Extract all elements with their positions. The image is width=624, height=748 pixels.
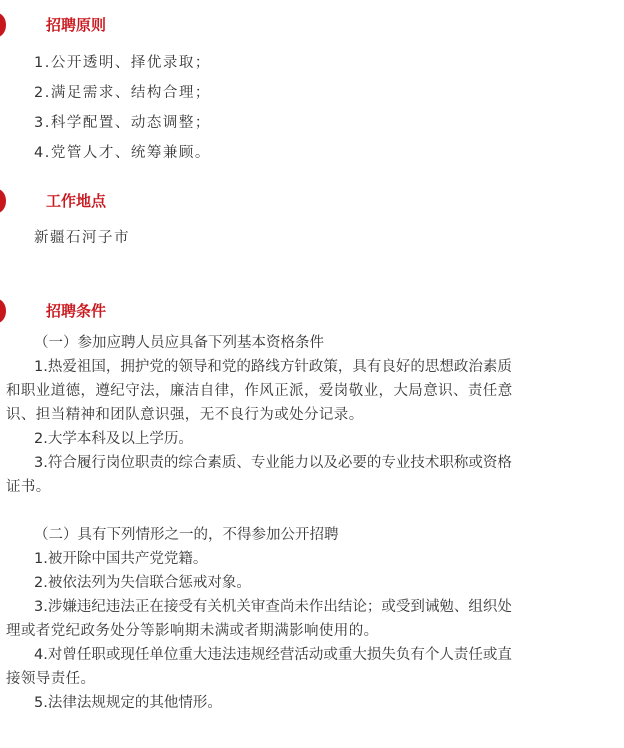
list-item: 2.满足需求、结构合理；: [34, 85, 211, 101]
paragraph-line: 2.大学本科及以上学历。: [34, 431, 193, 447]
paragraph-line: 5.法律法规规定的其他情形。: [34, 695, 222, 711]
section-title: 招聘原则: [46, 16, 107, 34]
section-header-principles: [0, 10, 624, 40]
paragraph-line: 接领导责任。: [6, 671, 96, 687]
section-header-conditions: [0, 296, 624, 326]
paragraph-line: 1.热爱祖国，拥护党的领导和党的路线方针政策，具有良好的思想政治素质: [34, 359, 512, 375]
subheading: （一）参加应聘人员应具备下列基本资格条件: [34, 335, 324, 351]
subheading: （二）具有下列情形之一的，不得参加公开招聘: [34, 527, 339, 543]
paragraph-line: 和职业道德，遵纪守法，廉洁自律，作风正派，爱岗敬业，大局意识、责任意: [6, 383, 513, 399]
paragraph-line: 证书。: [6, 479, 51, 495]
list-item: 1.公开透明、择优录取；: [34, 55, 211, 71]
section-title: 招聘条件: [46, 302, 107, 320]
paragraph-line: 识、担当精神和团队意识强，无不良行为或处分记录。: [6, 407, 364, 423]
paragraph-line: 1.被开除中国共产党党籍。: [34, 551, 208, 567]
section-header-location: [0, 186, 624, 216]
paragraph-line: 4.对曾任职或现任单位重大违法违规经营活动或重大损失负有个人责任或直: [34, 647, 512, 663]
location-text: 新疆石河子市: [34, 230, 130, 246]
list-item: 3.科学配置、动态调整；: [34, 115, 211, 131]
paragraph-line: 3.涉嫌违纪违法正在接受有关机关审查尚未作出结论；或受到诫勉、组织处: [34, 599, 512, 615]
red-bullet-marker: [0, 13, 6, 37]
paragraph-line: 理或者党纪政务处分等影响期未满或者期满影响使用的。: [6, 623, 379, 639]
paragraph-line: 3.符合履行岗位职责的综合素质、专业能力以及必要的专业技术职称或资格: [34, 455, 512, 471]
section-title: 工作地点: [46, 192, 107, 210]
red-bullet-marker: [0, 299, 6, 323]
paragraph-line: 2.被依法列为失信联合惩戒对象。: [34, 575, 251, 591]
list-item: 4.党管人才、统筹兼顾。: [34, 145, 211, 161]
red-bullet-marker: [0, 189, 6, 213]
